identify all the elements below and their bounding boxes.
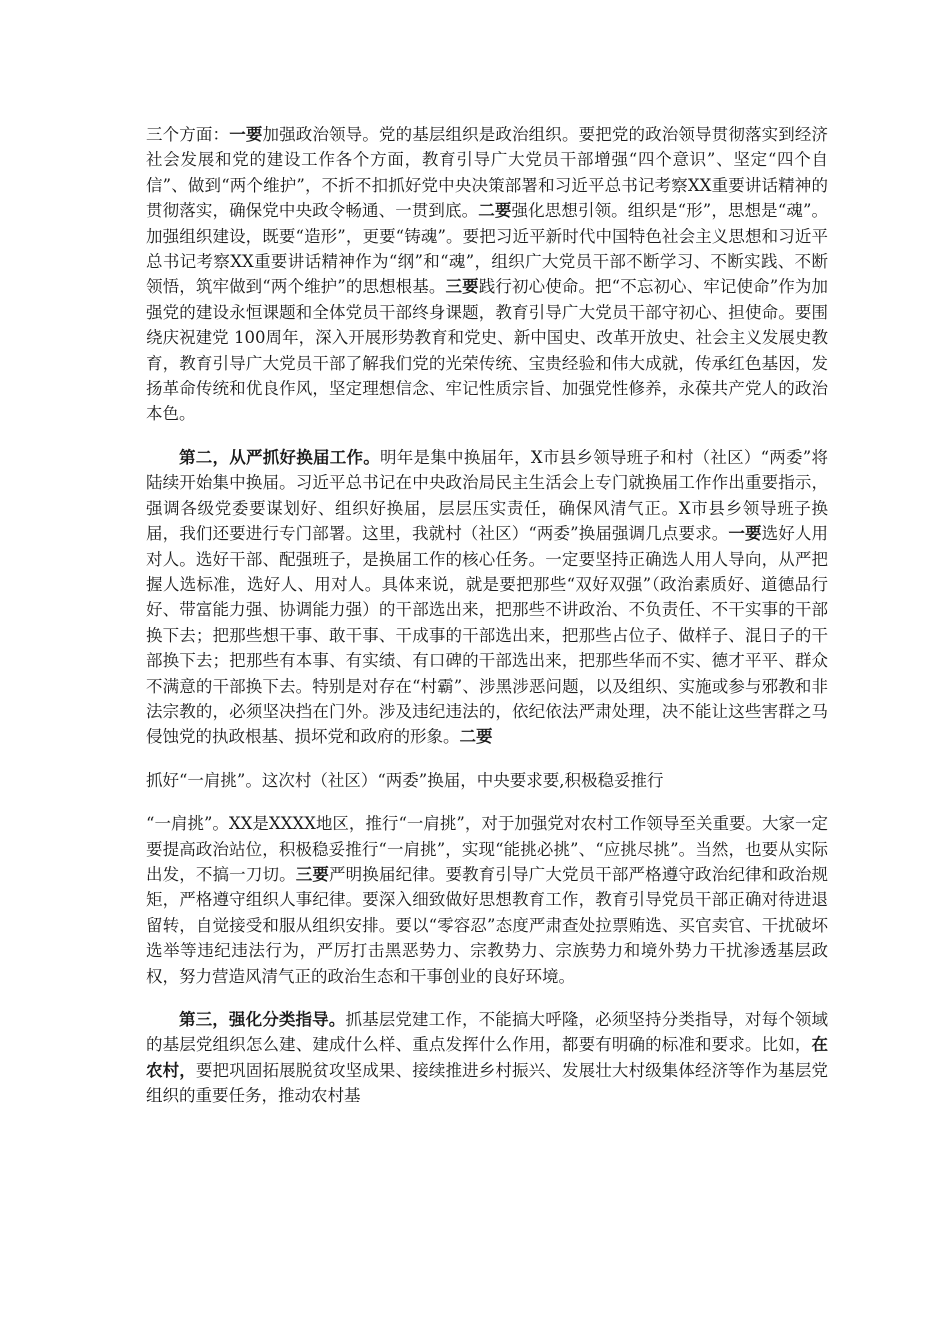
bold-run: 二要 bbox=[478, 201, 512, 221]
paragraph-2 bbox=[146, 445, 828, 750]
bold-run: 三要 bbox=[445, 277, 479, 297]
text-run: 选好人用对人。选好干部、配强班子，是换届工作的核心任务。一定要坚持正确选人用人导向，从严把握人选标准，选好人、用对人。具体来说，就是要把那些“双好双强”（政治素质好、道德品行好、带富能力强、协调能力强）的干部选出来，把那些不讲政治、不负责任、不干实事的干部换下去；把那些想干事、敢干事、干成事的干部选出来，把那些占位子、做样子、混日子的干部换下去；把那些有本事、有实绩、有口碑的干部选出来，把那些华而不实、德才平平、群众不满意的干部换下去。特别是对存在“村霸”、涉黑涉恶问题，以及组织、实施或参与邪教和非法宗教的，必须坚决挡在门外。涉及违纪违法的，依纪依法严肃处理，决不能让这些害群之马侵蚀党的执政根基、损坏党和政府的形象。 bbox=[146, 524, 828, 747]
bold-run: 在农村， bbox=[146, 1035, 828, 1080]
text-run: 明年是集中换届年，X市县乡领导班子和村（社区）“两委”将陆续开始集中换届。习近平总书记在中央政治局民主生活会上专门就换届工作作出重要指示，强调各级党委要谋划好、组织好换届，层层压实责任，确保风清气正。X市县乡领导班子换届，我们还要进行专门部署。这里，我就村（社区）“两委”换届强调几点要求。 bbox=[146, 447, 829, 544]
text-run: 抓基层党建工作，不能搞大呼隆，必须坚持分类指导，对每个领域的基层党组织怎么建、建成什么样、重点发挥什么作用，都要有明确的标准和要求。比如， bbox=[146, 1010, 829, 1055]
text-run: 践行初心使命。把“不忘初心、牢记使命”作为加强党的建设永恒课题和全体党员干部终身课题，教育引导广大党员干部守初心、担使命。要围绕庆祝建党 100周年，深入开展形势教育和党史、新中国史、改革开放史、社会主义发展史教育，教育引导广大党员干部了解我们党的光荣传统、宝贵经验和伟大成就，传承红色基因，发扬革命传统和优良作风，坚定理想信念、牢记性质宗旨、加强党性修养，永葆共产党人的政治本色。 bbox=[146, 277, 829, 424]
bold-run: 三要 bbox=[295, 864, 330, 884]
text-run: 三个方面： bbox=[146, 125, 230, 144]
section-heading: 第二，从严抓好换届工作。 bbox=[179, 447, 381, 467]
document-page bbox=[146, 122, 828, 1127]
text-run: 要把巩固拓展脱贫攻坚成果、接续推进乡村振兴、发展壮大村级集体经济等作为基层党组织的重要任务，推动农村基 bbox=[146, 1060, 829, 1106]
bold-run: 一要 bbox=[229, 125, 263, 144]
bold-run: 二要 bbox=[459, 727, 493, 747]
text-run: “一肩挑”。XX是XXXX地区，推行“一肩挑”，对于加强党对农村工作领导至关重要。大家一定要提高政治站位，积极稳妥推行“一肩挑”，实现“能挑必挑”、“应挑尽挑”。当然，也要从实际出发，不搞一刀切。 bbox=[146, 814, 828, 884]
text-run: 抓好“一肩挑”。这次村（社区）“两委”换届，中央要求要,积极稳妥推行 bbox=[146, 770, 664, 790]
paragraph-1 bbox=[146, 122, 828, 427]
section-heading: 第三，强化分类指导。 bbox=[179, 1010, 346, 1029]
text-run: 加强政治领导。党的基层组织是政治组织。要把党的政治领导贯彻落实到经济社会发展和党的建设工作各个方面，教育引导广大党员干部增强“四个意识”、坚定“四个自信”、做到“两个维护”，不折不扣抓好党中央决策部署和习近平总书记考察XX重要讲话精神的贯彻落实，确保党中央政令畅通、一贯到底。 bbox=[146, 125, 829, 221]
paragraph-4 bbox=[146, 811, 828, 989]
paragraph-3 bbox=[146, 768, 828, 793]
text-run: 严明换届纪律。要教育引导广大党员干部严格遵守政治纪律和政治规矩，严格遵守组织人事纪律。要深入细致做好思想教育工作，教育引导党员干部正确对待进退留转，自觉接受和服从组织安排。要以“零容忍”态度严肃查处拉票贿选、买官卖官、干扰破坏选举等违纪违法行为，严厉打击黑恶势力、宗教势力、宗族势力和境外势力干扰渗透基层政权，努力营造风清气正的政治生态和干事创业的良好环境。 bbox=[146, 864, 829, 986]
text-run: 强化思想引领。组织是“形”，思想是“魂”。加强组织建设，既要“造形”，更要“铸魂”。要把习近平新时代中国特色社会主义思想和习近平总书记考察XX重要讲话精神作为“纲”和“魂”，组织广大党员干部不断学习、不断实践、不断领悟，筑牢做到“两个维护”的思想根基。 bbox=[146, 201, 829, 297]
bold-run: 一要 bbox=[728, 524, 762, 544]
paragraph-5 bbox=[146, 1007, 828, 1109]
